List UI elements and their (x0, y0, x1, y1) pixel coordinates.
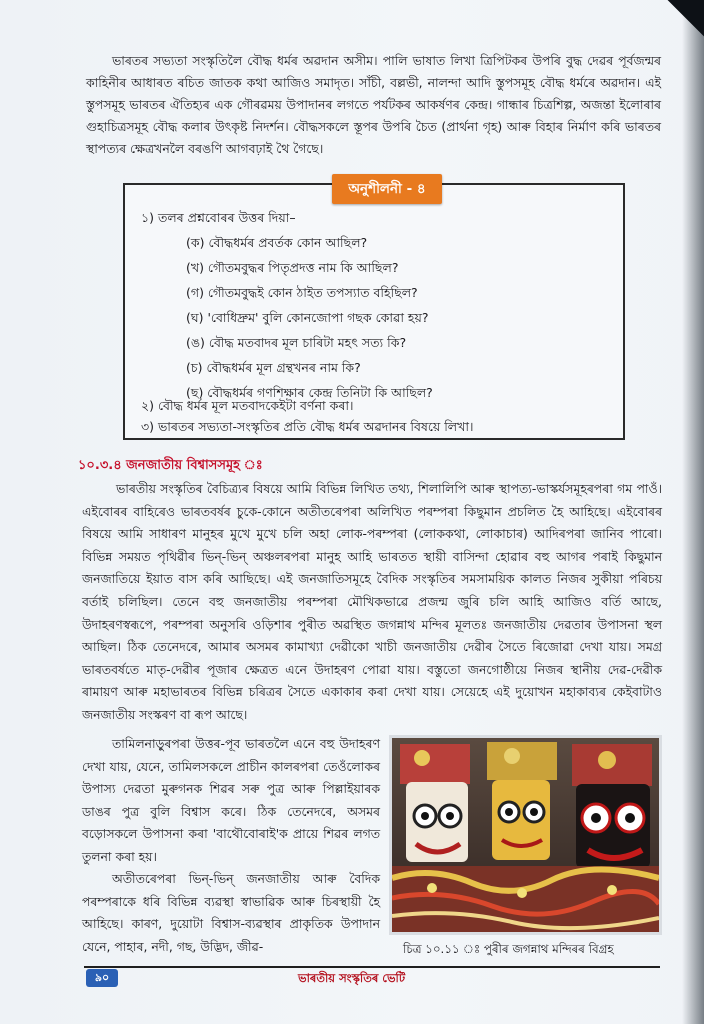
main-paragraph: ভাৰতীয় সংস্কৃতিৰ বৈচিত্ৰ্যৰ বিষয়ে আমি বিভিন্ন লিখিত তথ্য, শিলালিপি আৰু স্থাপত্য-ভাস্কৰ্যসমূহৰপৰা গম পাওঁ। এইবোৰৰ বাহিৰেও ভাৰতবৰ্ষৰ চুকে-কোনে অতীতৰেপৰা অলিখিত পৰম্পৰা কিছুমান প্ৰচলিত হৈ আহিছে। এইবোৰৰ বিষয়ে আমি সাধাৰণ মানুহৰ মুখে মুখে চলি অহা লোক-পৰম্পৰা (লোককথা, লোকাচাৰ) আদিৰপৰা জানিব পাৰো। বিভিন্ন সময়ত পৃথিৱীৰ ভিন্-ভিন্ অঞ্চলৰপৰা মানুহ আহি ভাৰতত স্থায়ী বাসিন্দা হোৱাৰ বহু আগৰ পৰাই কিছুমান জনজাতিয়ে ইয়াত বাস কৰি আছিছে। এই জনজাতিসমূহে বৈদিক সংস্কৃতিৰ সমসাময়িক কালত নিজৰ সুকীয়া পৰিচয় বৰ্তাই চলিছিল। তেনে বহু জনজাতীয় পৰম্পৰা মৌখিকভাৱে প্ৰজন্ম জুৰি চলি আহি আজিও বৰ্তি আছে, উদাহৰণস্বৰূপে, পৰম্পৰা অনুসৰি ওড়িশাৰ পুৰীত অৱস্থিত জগন্নাথ মন্দিৰ মূলতঃ জনজাতীয় দেৱতাৰ উপাসনা স্থল আছিল। ঠিক তেনেদৰে, আমাৰ অসমৰ কামাখ্যা দেৱীকো খাচী জনজাতীয় দেৱীৰ সৈতে ৰিজোৱা দেখা যায়। সমগ্ৰ ভাৰতবৰ্ষতে মাতৃ-দেৱীৰ পূজাৰ ক্ষেত্ৰত এনে উদাহৰণ পোৱা যায়। বস্তুতো জনগোষ্ঠীয়ে নিজৰ স্থানীয় দেৱ-দেৱীক ৰামায়ণ আৰু মহাভাৰতৰ বিভিন্ন চৰিত্ৰৰ সৈতে একাকাৰ কৰা দেখা যায়। সেয়েহে এই দুয়োখন মহাকাব্যৰ কেইবাটাও জনজাতীয় সংস্কৰণ বা ৰূপ আছে। (82, 481, 662, 722)
intro-paragraph: ভাৰতৰ সভ্যতা সংস্কৃতিলৈ বৌদ্ধ ধৰ্মৰ অৱদান অসীম। পালি ভাষাত লিখা ত্ৰিপিটকৰ উপৰি বুদ্ধ দেৱৰ পূৰ্বজন্মৰ কাহিনীৰ আধাৰত ৰচিত জাতক কথা আজিও সমাদৃত। সাঁচী, বল্লভী, নালন্দা আদি স্তুপসমূহ বৌদ্ধ ধৰ্মৰে অৱদান। এই স্তুপসমূহ ভাৰতৰ ঐতিহ্যৰ এক গৌৰৱময় উপাদানৰ লগতে পৰ্যটকৰ আকৰ্ষণৰ কেন্দ্ৰ। গান্ধাৰ চিত্ৰশিল্প, অজন্তা ইলোৰাৰ গুহাচিত্ৰসমূহ বৌদ্ধ কলাৰ উৎকৃষ্ট নিদৰ্শন। বৌদ্ধসকলে স্তূপৰ উপৰি চৈত (প্ৰাৰ্থনা গৃহ) আৰু বিহাৰ নিৰ্মাণ কৰি ভাৰতৰ স্থাপত্যৰ ক্ষেত্ৰখনলৈ বৰঙণি আগবঢ়াই থৈ গৈছে। (86, 53, 661, 156)
deities-illustration (392, 738, 659, 932)
last-paragraph: অতীতৰেপৰা ভিন্-ভিন্ জনজাতীয় আৰু বৈদিক পৰম্পৰাকে ধৰি বিভিন্ন ব্যৱস্থা স্বাভাৱিক আৰু চিৰস্থায়ী হৈ আহিছে। কাৰণ, দুয়োটা বিশ্বাস-ব্যৱস্থাৰ প্ৰাকৃতিক উপাদান যেনে, পাহাৰ, নদী, গছ, উদ্ভিদ, জীৱ- (82, 871, 380, 954)
question-1-a: (ক) বৌদ্ধধৰ্মৰ প্ৰবৰ্তক কোন আছিল? (186, 235, 368, 250)
question-1-c: (গ) গৌতমবুদ্ধই কোন ঠাইত তপস্যাত বহিছিল? (186, 285, 418, 300)
footer-book-title: ভাৰতীয় সংস্কৃতিৰ ভেটি (298, 971, 406, 985)
page-edge-shadow (682, 0, 704, 1024)
question-1-e: (ঙ) বৌদ্ধ মতবাদৰ মূল চাৰিটা মহৎ সত্য কি? (186, 335, 407, 350)
question-1-b: (খ) গৌতমবুদ্ধৰ পিতৃপ্ৰদত্ত নাম কি আছিল? (186, 260, 399, 275)
tamil-paragraph: তামিলনাড়ুৰপৰা উত্তৰ-পূব ভাৰতলৈ এনে বহু উদাহৰণ দেখা যায়, যেনে, তামিলসকলে প্ৰাচীন কালৰপৰা তেওঁলোকৰ উপাস্য দেৱতা মুৰুগনক শিৱৰ সৰু পুত্ৰ আৰু পিল্লাইয়াৰক ডাঙৰ পুত্ৰ বুলি বিশ্বাস কৰে। ঠিক তেনেদৰে, অসমৰ বড়োসকলে উপাসনা কৰা 'বাথৌবোৰাই'ক প্ৰায়ে শিৱৰ লগত তুলনা কৰা হয়। (82, 736, 380, 864)
footer-rule (84, 966, 660, 968)
question-1-f: (চ) বৌদ্ধধৰ্মৰ মূল গ্ৰন্থখনৰ নাম কি? (186, 360, 361, 375)
figure-caption: চিত্ৰ ১০.১১ ঃ পুৰীৰ জগন্নাথ মন্দিৰৰ বিগ্ৰহ (403, 942, 614, 956)
page-number: ৯০ (86, 969, 118, 987)
section-heading: ১০.৩.৪ জনজাতীয় বিশ্বাসসমূহ ঃ (78, 458, 263, 473)
question-1: ১) তলৰ প্ৰশ্নবোৰৰ উত্তৰ দিয়া– (141, 210, 296, 225)
question-3: ৩) ভাৰতৰ সভ্যতা-সংস্কৃতিৰ প্ৰতি বৌদ্ধ ধৰ্মৰ অৱদানৰ বিষয়ে লিখা। (141, 419, 474, 434)
page-corner (664, 0, 704, 40)
jagannath-deities-photo (389, 735, 662, 935)
exercise-box (123, 180, 625, 440)
exercise-title: অনুশীলনী - ৪ (332, 174, 442, 204)
question-1-g: (ছ) বৌদ্ধধৰ্মৰ গণশিক্ষাৰ কেন্দ্ৰ তিনিটা কি আছিল? (186, 385, 433, 400)
question-2: ২) বৌদ্ধ ধৰ্মৰ মূল মতবাদকেইটা বৰ্ণনা কৰা। (141, 398, 354, 413)
question-1-d: (ঘ) 'বোধিদ্ৰুম' বুলি কোনজোপা গছক কোৱা হয়? (186, 310, 429, 325)
